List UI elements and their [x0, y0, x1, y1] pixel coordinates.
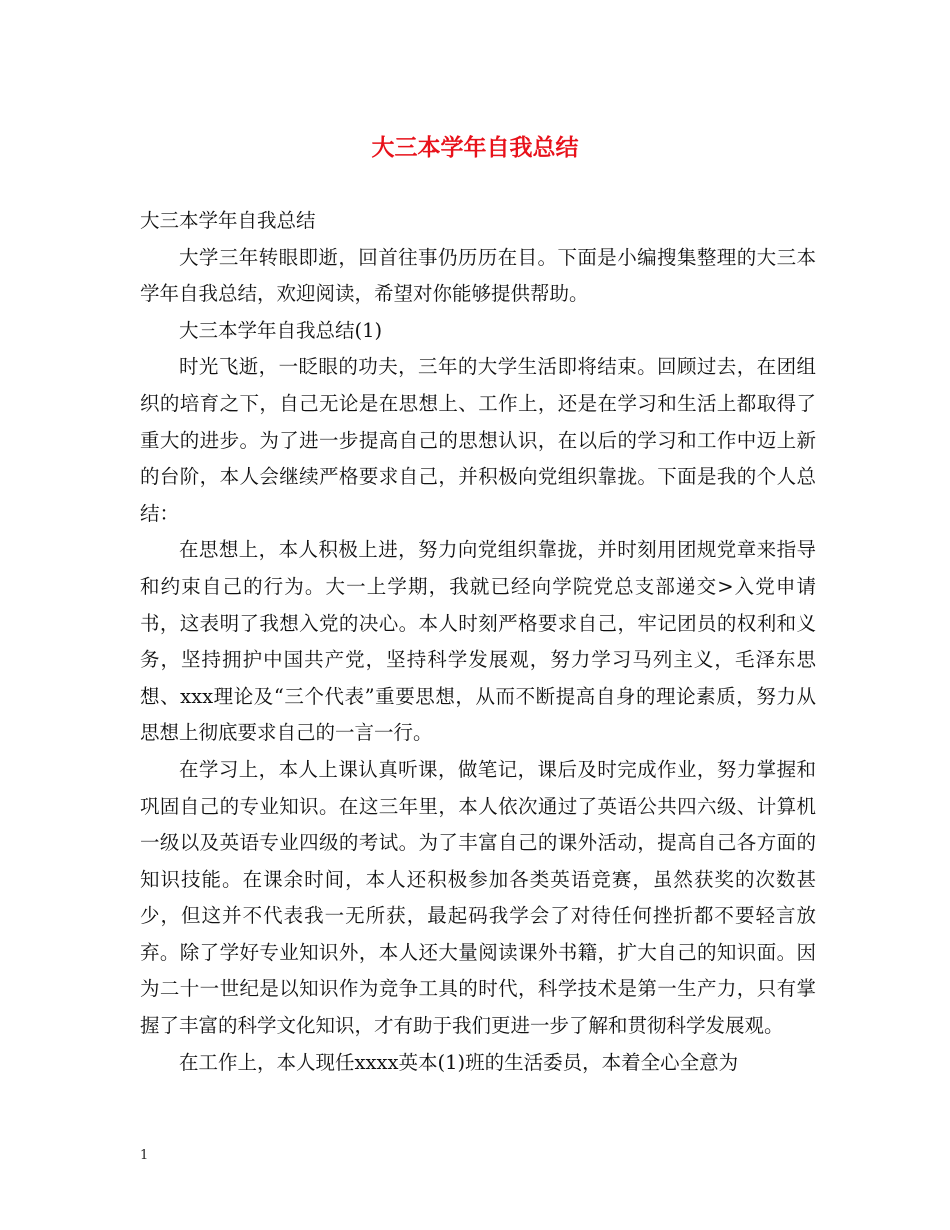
intro-paragraph: 大学三年转眼即逝，回首往事仍历历在目。下面是小编搜集整理的大三本学年自我总结，欢迎阅读，希望对你能够提供帮助。	[140, 245, 816, 306]
section-heading: 大三本学年自我总结(1)	[179, 318, 383, 342]
paragraph-study: 在学习上，本人上课认真听课，做笔记，课后及时完成作业，努力掌握和巩固自己的专业知识。在这三年里，本人依次通过了英语公共四六级、计算机一级以及英语专业四级的考试。为了丰富自己的课外活动，提高自己各方面的知识技能。在课余时间，本人还积极参加各类英语竞赛，虽然获奖的次数甚少，但这并不代表我一无所获，最起码我学会了对待任何挫折都不要轻言放弃。除了学好专业知识外，本人还大量阅读课外书籍，扩大自己的知识面。因为二十一世纪是以知识作为竞争工具的时代，科学技术是第一生产力，只有掌握了丰富的科学文化知识，才有助于我们更进一步了解和贯彻科学发展观。	[140, 757, 816, 1038]
paragraph-work: 在工作上，本人现任xxxx英本(1)班的生活委员，本着全心全意为	[179, 1050, 739, 1074]
document-title: 大三本学年自我总结	[371, 135, 579, 161]
body-heading: 大三本学年自我总结	[140, 209, 316, 232]
page-number: 1	[140, 1148, 149, 1163]
paragraph-overview: 时光飞逝，一眨眼的功夫，三年的大学生活即将结束。回顾过去，在团组织的培育之下，自己无论是在思想上、工作上，还是在学习和生活上都取得了重大的进步。为了进一步提高自己的思想认识，在以后的学习和工作中迈上新的台阶，本人会继续严格要求自己，并积极向党组织靠拢。下面是我的个人总结：	[140, 355, 816, 525]
document-body	[140, 203, 816, 1081]
paragraph-thought: 在思想上，本人积极上进，努力向党组织靠拢，并时刻用团规党章来指导和约束自己的行为。大一上学期，我就已经向学院党总支部递交>入党申请书，这表明了我想入党的决心。本人时刻严格要求自己，牢记团员的权利和义务，坚持拥护中国共产党，坚持科学发展观，努力学习马列主义，毛泽东思想、xxx理论及“三个代表”重要思想，从而不断提高自身的理论素质，努力从思想上彻底要求自己的一言一行。	[140, 538, 816, 745]
